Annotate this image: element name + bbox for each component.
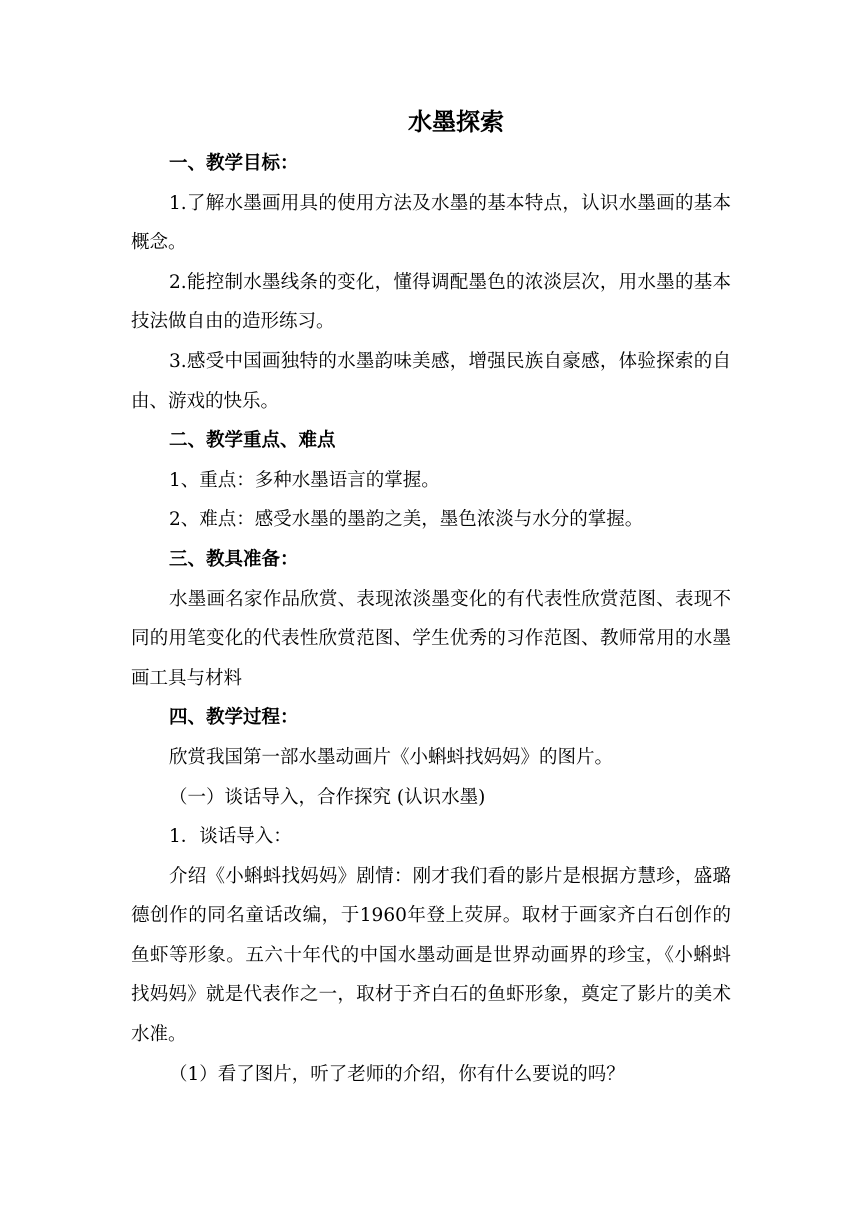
process-step-1: 1．谈话导入： bbox=[169, 826, 292, 848]
process-story: 介绍《小蝌蚪找妈妈》剧情：刚才我们看的影片是根据方慧珍，盛璐德创作的同名童话改编，于1960年登上荧屏。取材于画家齐白石创作的鱼虾等形象。五六十年代的中国水墨动画是世界动画界的珍宝，《小蝌蚪找妈妈》就是代表作之一，取材于齐白石的鱼虾形象，奠定了影片的美术水准。 bbox=[131, 865, 731, 1046]
goal-item-2: 2.能控制水墨线条的变化，懂得调配墨色的浓淡层次，用水墨的基本技法做自由的造形练习。 bbox=[131, 271, 731, 333]
document-body bbox=[131, 100, 731, 1094]
section-heading-goals: 一、教学目标： bbox=[169, 153, 299, 174]
section-heading-process: 四、教学过程： bbox=[169, 707, 299, 729]
goal-item-3: 3.感受中国画独特的水墨韵味美感，增强民族自豪感，体验探索的自由、游戏的快乐。 bbox=[131, 350, 731, 412]
process-question: （1）看了图片，听了老师的介绍，你有什么要说的吗？ bbox=[169, 1063, 625, 1085]
page-title: 水墨探索 bbox=[408, 107, 504, 136]
section-heading-key-points: 二、教学重点、难点 bbox=[169, 430, 336, 452]
section-heading-preparation: 三、教具准备： bbox=[169, 548, 299, 570]
process-subheading-1: （一）谈话导入，合作探究 (认识水墨) bbox=[169, 786, 486, 808]
goal-item-1: 1.了解水墨画用具的使用方法及水墨的基本特点，认识水墨画的基本概念。 bbox=[131, 192, 731, 254]
key-point-1: 1、重点：多种水墨语言的掌握。 bbox=[169, 469, 440, 491]
key-point-2: 2、难点：感受水墨的墨韵之美，墨色浓淡与水分的掌握。 bbox=[169, 509, 644, 531]
preparation-text: 水墨画名家作品欣赏、表现浓淡墨变化的有代表性欣赏范图、表现不同的用笔变化的代表性欣赏范图、学生优秀的习作范图、教师常用的水墨画工具与材料 bbox=[131, 588, 731, 689]
process-intro: 欣赏我国第一部水墨动画片《小蝌蚪找妈妈》的图片。 bbox=[169, 746, 614, 768]
